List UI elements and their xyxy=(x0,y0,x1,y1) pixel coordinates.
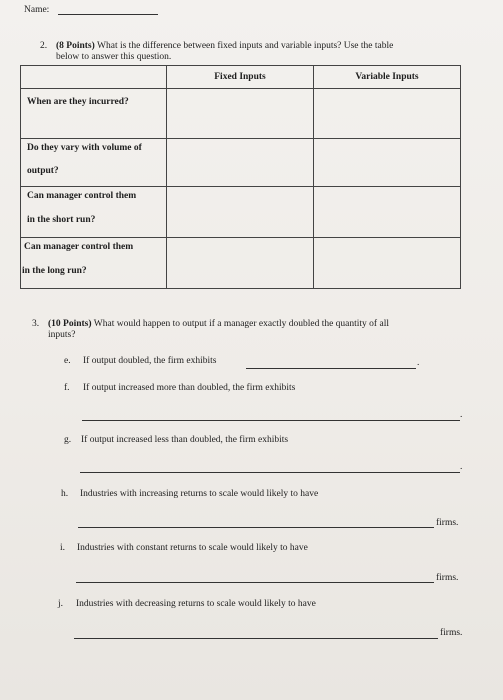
row-label-incurred xyxy=(21,89,167,139)
item-e-letter: e. xyxy=(64,356,71,366)
item-g-end: . xyxy=(460,462,463,472)
item-f-text: If output increased more than doubled, the firm exhibits xyxy=(83,383,296,393)
name-label: Name: xyxy=(24,5,50,15)
item-i-text: Industries with constant returns to scale would likely to have xyxy=(77,543,308,553)
inputs-table xyxy=(20,65,461,289)
item-j-letter: j. xyxy=(58,599,64,609)
name-field[interactable] xyxy=(58,14,158,15)
q2-text-line1: What is the difference between fixed inputs and variable inputs? Use the table xyxy=(97,41,394,51)
q3-text-line1: What would happen to output if a manager exactly doubled the quantity of all xyxy=(93,319,389,329)
answer-cell-fixed-long-run[interactable] xyxy=(167,238,314,289)
row-label-line: Do they vary with volume of xyxy=(27,143,142,153)
item-j-answer-line[interactable] xyxy=(74,638,438,639)
item-h-text: Industries with increasing returns to scale would likely to have xyxy=(80,489,319,499)
answer-cell-fixed-short-run[interactable] xyxy=(167,187,314,238)
column-header-variable: Variable Inputs xyxy=(314,66,461,89)
row-label-line: in the short run? xyxy=(27,215,96,225)
q3-points: (10 Points) xyxy=(48,319,92,329)
item-g-letter: g. xyxy=(64,435,72,445)
item-f-answer-line[interactable] xyxy=(82,420,460,421)
row-label-line: in the long run? xyxy=(22,266,87,276)
item-e-answer-line[interactable] xyxy=(246,368,416,369)
answer-cell-variable-incurred[interactable] xyxy=(314,89,461,139)
q3-number: 3. xyxy=(32,319,40,329)
item-e-end: . xyxy=(417,358,420,368)
column-header-fixed: Fixed Inputs xyxy=(167,66,314,89)
item-j-text: Industries with decreasing returns to scale would likely to have xyxy=(76,599,316,609)
item-f-letter: f. xyxy=(64,383,70,393)
q2-number: 2. xyxy=(40,41,48,51)
item-h-end: firms. xyxy=(436,518,459,528)
item-h-answer-line[interactable] xyxy=(78,527,434,528)
item-i-answer-line[interactable] xyxy=(76,582,434,583)
row-label-line: When are they incurred? xyxy=(27,97,129,107)
answer-cell-variable-short-run[interactable] xyxy=(314,187,461,238)
item-j-end: firms. xyxy=(440,628,463,638)
table-corner-cell xyxy=(21,66,167,89)
item-i-letter: i. xyxy=(60,543,66,553)
answer-cell-fixed-incurred[interactable] xyxy=(167,89,314,139)
answer-cell-variable-long-run[interactable] xyxy=(314,238,461,289)
row-label-line: Can manager control them xyxy=(24,242,134,252)
row-label-short-run xyxy=(21,187,167,238)
q3-text-line2: inputs? xyxy=(48,330,76,340)
item-e-text: If output doubled, the firm exhibits xyxy=(83,356,217,366)
item-f-end: . xyxy=(460,410,463,420)
item-g-answer-line[interactable] xyxy=(80,472,460,473)
item-i-end: firms. xyxy=(436,573,459,583)
row-label-line: output? xyxy=(27,166,59,176)
q2-points: (8 Points) xyxy=(56,41,95,51)
q3-prompt xyxy=(48,318,389,330)
row-label-long-run xyxy=(21,238,167,289)
q2-text-line2: below to answer this question. xyxy=(56,52,172,62)
row-label-line: Can manager control them xyxy=(27,191,137,201)
row-label-vary xyxy=(21,139,167,187)
answer-cell-variable-vary[interactable] xyxy=(314,139,461,187)
item-g-text: If output increased less than doubled, the firm exhibits xyxy=(81,435,289,445)
item-h-letter: h. xyxy=(61,489,69,499)
answer-cell-fixed-vary[interactable] xyxy=(167,139,314,187)
